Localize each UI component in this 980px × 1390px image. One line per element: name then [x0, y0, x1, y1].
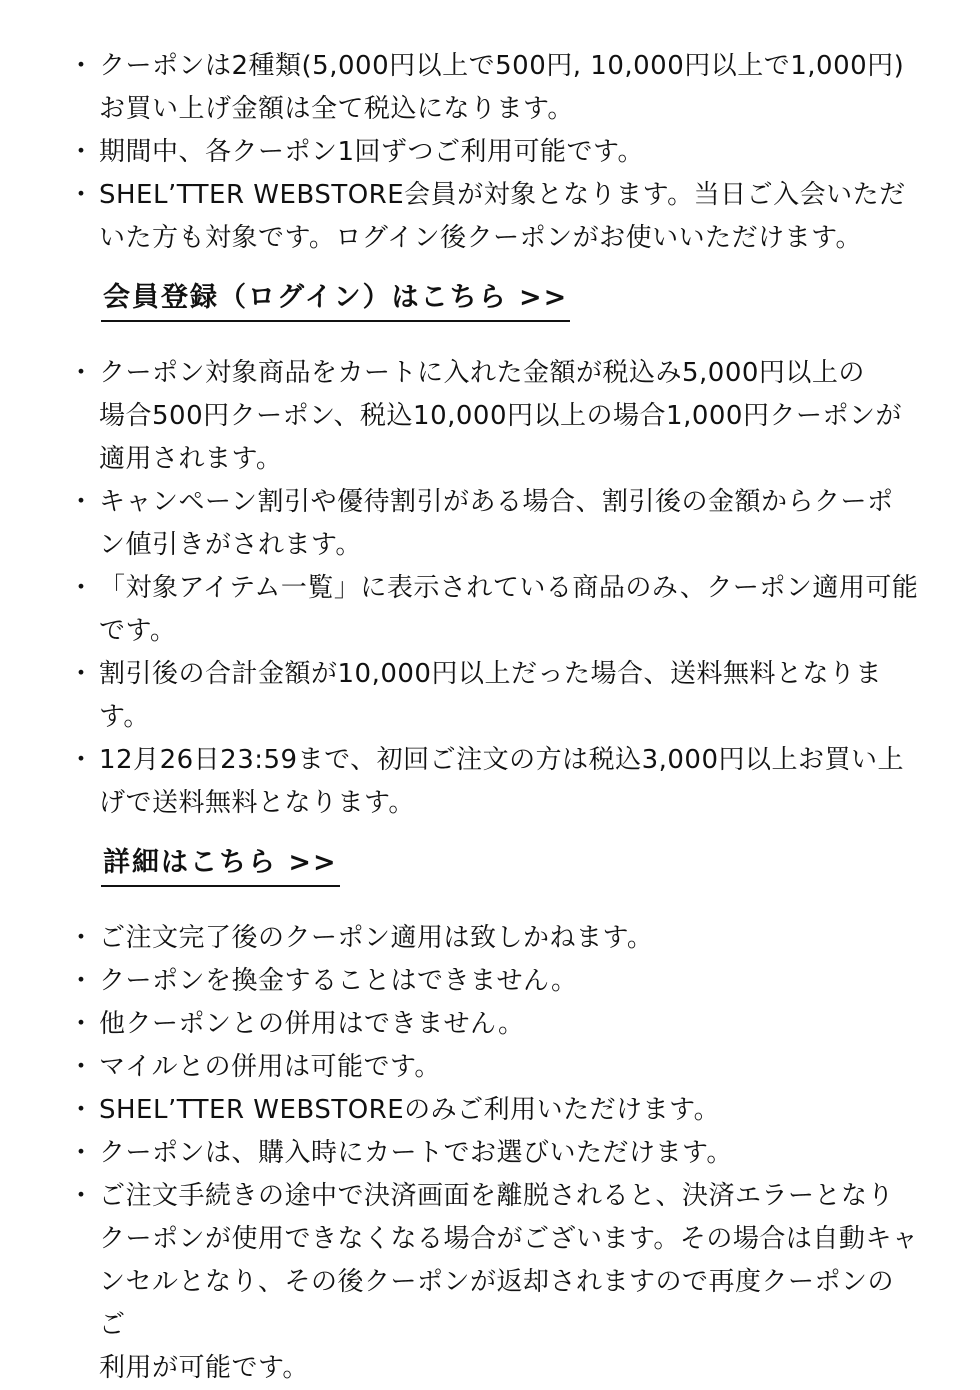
list-item: [68, 653, 920, 739]
list-item-text: 期間中、各クーポン1回ずつご利用可能です。: [99, 137, 644, 167]
list-item: [68, 352, 920, 481]
list-item-text: 他クーポンとの併用はできません。: [99, 1009, 525, 1039]
list-item: [68, 481, 920, 567]
list-item-text: クーポンは2種類(5,000円以上で500円, 10,000円以上で1,000円) お買い上げ金額は全て税込になります。: [99, 51, 905, 124]
list-item: [68, 1089, 920, 1132]
bullet: ・: [68, 180, 95, 210]
details-link[interactable]: 詳細はこちら >>: [101, 847, 340, 887]
list-item-text: クーポンを換金することはできません。: [99, 966, 578, 996]
list-item: [68, 917, 920, 960]
bullet: ・: [68, 137, 95, 167]
bullet: ・: [68, 923, 95, 953]
list-item-text: キャンペーン割引や優待割引がある場合、割引後の金額からクーポ ン値引きがされます。: [99, 487, 894, 560]
list-item: [68, 1003, 920, 1046]
list-item: [68, 1046, 920, 1089]
list-item: [68, 567, 920, 653]
list-item-text: 「対象アイテム一覧」に表示されている商品のみ、クーポン適用可能 です。: [99, 573, 919, 646]
bullet: ・: [68, 1138, 95, 1168]
details-link-row: [68, 825, 920, 909]
bullet: ・: [68, 51, 95, 81]
member-login-link[interactable]: 会員登録（ログイン）はこちら >>: [101, 282, 570, 322]
bullet: ・: [68, 659, 95, 689]
bullet: ・: [68, 1052, 95, 1082]
bullet: ・: [68, 358, 95, 388]
list-item-text: ご注文手続きの途中で決済画面を離脱されると、決済エラーとなり クーポンが使用できなくなる場合がございます。その場合は自動キャ ンセルとなり、その後クーポンが返却されますので再度クーポンのご 利用が可能です。: [99, 1181, 919, 1383]
list-item: [68, 45, 920, 131]
list-item: [68, 960, 920, 1003]
bullet: ・: [68, 487, 95, 517]
bullet: ・: [68, 745, 95, 775]
list-item-text: マイルとの併用は可能です。: [99, 1052, 441, 1082]
list-item-text: ご注文完了後のクーポン適用は致しかねます。: [99, 923, 654, 953]
list-item: [68, 174, 920, 260]
bullet: ・: [68, 1009, 95, 1039]
bullet: ・: [68, 1095, 95, 1125]
list-item-text: 割引後の合計金額が10,000円以上だった場合、送料無料となりま す。: [99, 659, 882, 732]
list-item: [68, 739, 920, 825]
coupon-rules-list: [68, 45, 920, 260]
bullet: ・: [68, 1181, 95, 1211]
list-item-text: クーポンは、購入時にカートでお選びいただけます。: [99, 1138, 733, 1168]
bullet: ・: [68, 573, 95, 603]
list-item-text: SHEL’TTER WEBSTOREのみご利用いただけます。: [99, 1095, 721, 1125]
list-item: [68, 131, 920, 174]
list-item: [68, 1132, 920, 1175]
coupon-conditions-list: [68, 352, 920, 825]
login-link-row: [68, 260, 920, 344]
list-item-text: 12月26日23:59まで、初回ご注文の方は税込3,000円以上お買い上 げで送料無料となります。: [99, 745, 905, 818]
list-item-text: SHEL’TTER WEBSTORE会員が対象となります。当日ご入会いただ いた方も対象です。ログイン後クーポンがお使いいただけます。: [99, 180, 906, 253]
bullet: ・: [68, 966, 95, 996]
list-item: [68, 1175, 920, 1390]
coupon-caveats-list: [68, 917, 920, 1390]
list-item-text: クーポン対象商品をカートに入れた金額が税込み5,000円以上の 場合500円クーポン、税込10,000円以上の場合1,000円クーポンが 適用されます。: [99, 358, 902, 474]
